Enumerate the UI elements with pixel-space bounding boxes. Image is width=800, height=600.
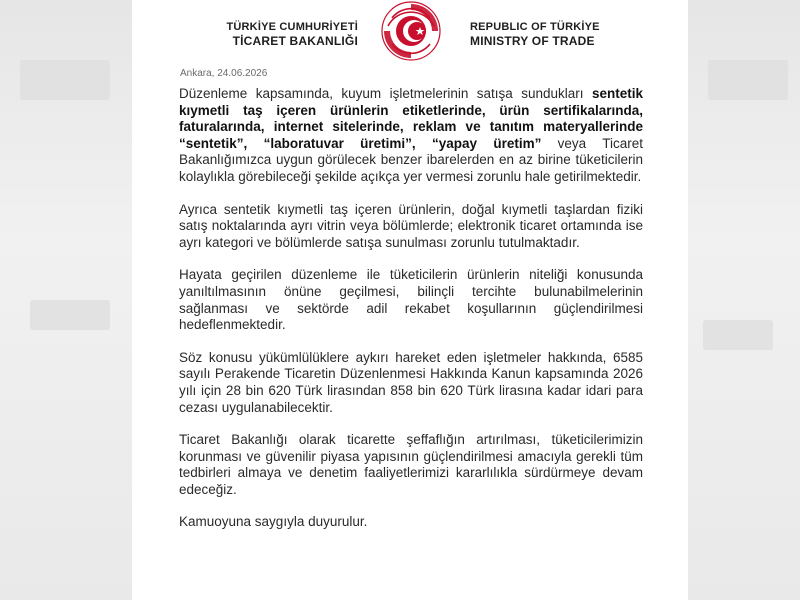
date-line: Ankara, 24.06.2026 (180, 68, 268, 79)
blurred-shape (703, 320, 773, 350)
blurred-shape (20, 60, 110, 100)
blurred-shape (30, 300, 110, 330)
paragraph-5: Ticaret Bakanlığı olarak ticarette şeffaflığın artırılması, tüketicilerimizin korunması ve güvenilir piyasa yapısının güçlendirilmesi amacıyla gerekli tüm tedbirleri almaya ve denetim faaliyetlerimizi kararlılıkla sürdürmeye devam edeceğiz. (179, 432, 643, 497)
letterhead-english (470, 20, 600, 48)
paragraph-1-highlight: sentetik kıymetli taş içeren ürünlerin etiketlerinde, ürün sertifikalarında, faturalarında, internet sitelerinde, reklam ve tanıtım materyallerinde “sentetik”, “laboratuvar üretimi”, “yapay üretim” (179, 86, 643, 151)
letterhead-turkish (226, 20, 358, 48)
ministry-emblem-icon (376, 0, 446, 64)
letterhead-country-tr: TÜRKİYE CUMHURİYETİ (226, 21, 358, 33)
paragraph-1 (179, 86, 643, 186)
paragraph-4: Söz konusu yükümlülüklere aykırı hareket eden işletmeler hakkında, 6585 sayılı Perakende Ticaretin Düzenlenmesi Hakkında Kanun kapsamında 2026 yılı için 28 bin 620 Türk lirasından 858 bin 620 Türk lirasına kadar idari para cezası uygulanabilecektir. (179, 349, 643, 415)
press-release-document (132, 0, 688, 600)
letterhead-ministry-en: MINISTRY OF TRADE (470, 34, 595, 48)
blurred-background-right (688, 0, 800, 600)
paragraph-6-closing: Kamuoyuna saygıyla duyurulur. (179, 514, 368, 530)
blurred-shape (708, 60, 788, 100)
paragraph-1-intro: Düzenleme kapsamında, kuyum işletmelerinin satışa sundukları (179, 86, 584, 101)
paragraph-2: Ayrıca sentetik kıymetli taş içeren ürünlerin, doğal kıymetli taşlardan fiziki satış noktalarında ayrı vitrin veya bölümlerde; elektronik ticaret ortamında ise ayrı kategori ve bölümlerde satışa sunulması zorunlu tutulmaktadır. (179, 201, 643, 250)
paragraph-3: Hayata geçirilen düzenleme ile tüketicilerin ürünlerin niteliği konusunda yanıltılmasının önüne geçilmesi, bilinçli tercihte bulunabilmelerinin sağlanması ve sektörde adil rekabet koşullarının güçlendirilmesi hedeflenmektedir. (179, 267, 643, 333)
paragraph-1-rest: veya Ticaret Bakanlığımızca uygun görülecek benzer ibarelerden en az birine tüketicilerin kolaylıkla görebileceği şekilde açıkça yer vermesi zorunlu hale getirilmektedir. (179, 135, 643, 184)
document-body (179, 86, 643, 547)
letterhead-ministry-tr: TİCARET BAKANLIĞI (232, 34, 358, 48)
letterhead-country-en: REPUBLIC OF TÜRKİYE (470, 21, 600, 33)
letterhead (132, 0, 688, 62)
blurred-background-left (0, 0, 132, 600)
